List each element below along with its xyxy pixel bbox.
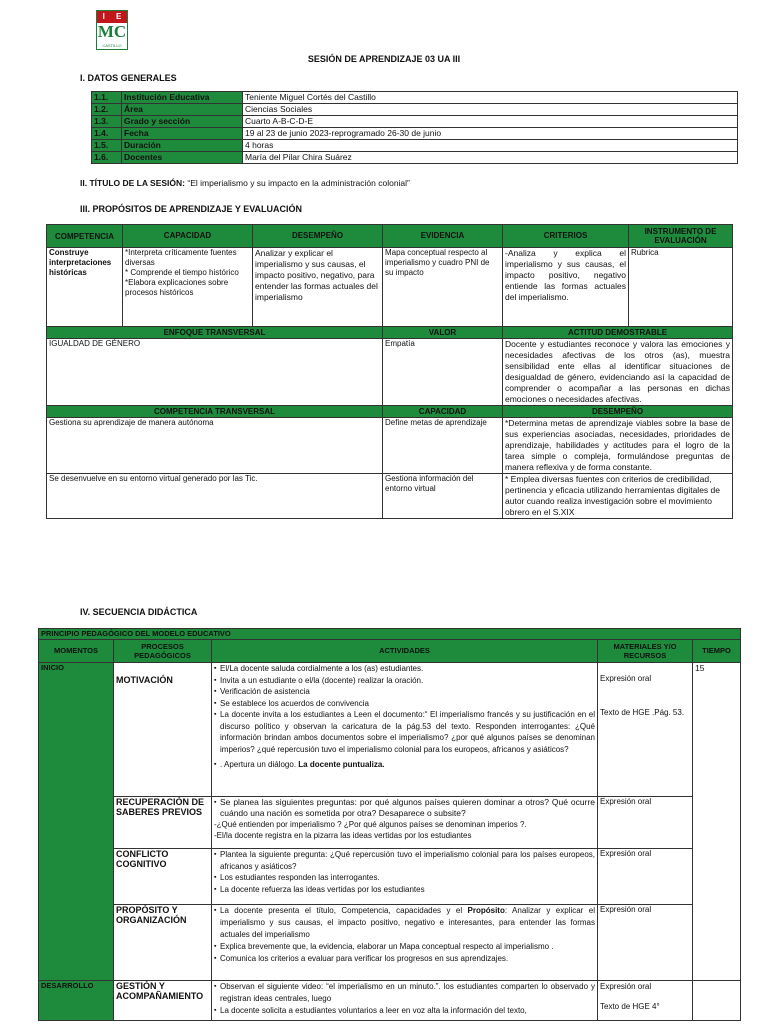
activity-line: -El/la docente registra en la pizarra las ideas vertidas por los estudiantes (214, 831, 472, 840)
transversal-desempeno-1: *Determina metas de aprendizaje viables sobre la base de sus experiencias asociadas, necesidades, prioridades de aprendizaje, habilidades y actitudes para el logro de la tarea simple o compleja, formulándose preguntas de manera reflexiva y de forma constante. (503, 418, 733, 474)
general-data-number: 1.4. (92, 128, 122, 140)
activity-item: ▪ Comunica los criterios a evaluar para verificar los progresos en sus aprendizajes. (214, 953, 595, 965)
activity-item: ▪ Explica brevemente que, la evidencia, elaborar un Mapa conceptual respecto al imperialismo . (214, 941, 595, 953)
general-data-row (92, 116, 738, 128)
general-data-row (92, 140, 738, 152)
transversal-competencia-2: Se desenvuelve en su entorno virtual generado por las Tic. (47, 474, 383, 519)
activity-item: ▪ Se establece los acuerdos de convivencia (214, 698, 595, 710)
general-data-value: Teniente Miguel Cortés del Castillo (243, 92, 738, 104)
general-data-row (92, 128, 738, 140)
general-data-number: 1.6. (92, 152, 122, 164)
activity-line: -¿Qué entienden por imperialismo ? ¿Por qué algunos países se denominan imperios ?. (214, 820, 527, 829)
activity-item: ▪ El/La docente saluda cordialmente a los (as) estudiantes. (214, 663, 595, 675)
header-procesos: PROCESOS PEDAGÓGICOS (114, 640, 212, 663)
materiales-proposito: Expresión oral (598, 905, 693, 981)
tiempo-inicio: 15 (693, 663, 741, 981)
competencia-cell: Construye interpretaciones históricas (47, 248, 123, 327)
capacidad-line: * Comprende el tiempo histórico (125, 268, 239, 277)
actividades-recuperacion (212, 797, 598, 849)
header-actitud: ACTITUD DEMOSTRABLE (503, 327, 733, 339)
header-desempeno: DESEMPEÑO (253, 225, 383, 248)
evidencia-cell: Mapa conceptual respecto al imperialismo y cuadro PNI de su impacto (383, 248, 503, 327)
material-item: Expresión oral (600, 674, 652, 683)
logo-letter-left: I (102, 12, 105, 21)
desempeno-cell: Analizar y explicar el imperialismo y sus causas, el impacto positivo, negativo, para entender las formas actuales del imperialismo (253, 248, 383, 327)
proceso-gestion: GESTIÓN Y ACOMPAÑAMIENTO (114, 981, 212, 1021)
activity-text: . Apertura un diálogo. (220, 760, 297, 769)
header-instrumento: INSTRUMENTO DE EVALUACIÓN (629, 225, 733, 248)
instrumento-cell: Rubrica (629, 248, 733, 327)
session-title: “El imperialismo y su impacto en la administración colonial” (187, 178, 410, 188)
principle-header: PRINCIPIO PEDAGÓGICO DEL MODELO EDUCATIVO (39, 629, 741, 640)
materiales-conflicto: Expresión oral (598, 849, 693, 905)
activity-item: ▪ Los estudiantes responden las interrogantes. (214, 872, 595, 884)
header-enfoque: ENFOQUE TRANSVERSAL (47, 327, 383, 339)
proceso-recuperacion: RECUPERACIÓN DE SABERES PREVIOS (114, 797, 212, 849)
logo-letters: MC (97, 22, 127, 41)
session-title-line (80, 178, 410, 188)
activity-item: ▪ Invita a un estudiante o el/la (docente) realizar la oración. (214, 675, 595, 687)
valor-cell: Empatía (383, 339, 503, 406)
enfoque-cell: IGUALDAD DE GÉNERO (47, 339, 383, 406)
purposes-table (46, 224, 733, 519)
capacidad-line: *Elabora explicaciones sobre procesos históricos (125, 278, 229, 297)
activity-text-bold: Propósito (467, 906, 505, 915)
general-data-value: Cuarto A-B-C-D-E (243, 116, 738, 128)
activity-item: ▪ Se planea las siguientes preguntas: por qué algunos países quieren dominar a otros? Qué ocurre cuándo una nación es sometida por otra? Desaparece o subsite? (214, 797, 595, 819)
header-competencia: COMPETENCIA (47, 225, 123, 248)
general-data-row (92, 92, 738, 104)
general-data-value: 4 horas (243, 140, 738, 152)
section-4-heading: IV. SECUENCIA DIDÁCTICA (80, 607, 198, 617)
general-data-number: 1.1. (92, 92, 122, 104)
activity-item: ▪ La docente refuerza las ideas vertidas por los estudiantes (214, 884, 595, 896)
header-capacidad: CAPACIDAD (123, 225, 253, 248)
general-data-number: 1.2. (92, 104, 122, 116)
criterios-cell: -Analiza y explica el imperialismo y sus causas, el impacto positivo, negativo entiende las formas actuales del imperialismo. (503, 248, 629, 327)
general-data-label: Fecha (122, 128, 243, 140)
section-1-heading: I. DATOS GENERALES (80, 73, 177, 83)
general-data-label: Docentes (122, 152, 243, 164)
general-data-value: María del Pilar Chira Suárez (243, 152, 738, 164)
general-data-value: 19 al 23 de junio 2023-reprogramado 26-30 de junio (243, 128, 738, 140)
document-title: SESIÓN DE APRENDIZAJE 03 UA III (307, 54, 461, 64)
header-momentos: MOMENTOS (39, 640, 114, 663)
transversal-competencia-1: Gestiona su aprendizaje de manera autónoma (47, 418, 383, 474)
transversal-capacidad-2: Gestiona información del entorno virtual (383, 474, 503, 519)
materiales-gestion (598, 981, 693, 1021)
transversal-capacidad-1: Define metas de aprendizaje (383, 418, 503, 474)
general-data-label: Grado y sección (122, 116, 243, 128)
section-2-heading: II. TÍTULO DE LA SESIÓN: (80, 178, 185, 188)
momento-desarrollo: DESARROLLO (39, 981, 114, 1021)
logo-letter-right: E (116, 12, 122, 21)
transversal-desempeno-2: * Emplea diversas fuentes con criterios de credibilidad, pertinencia y eficacia utilizando herramientas digitales de autor cuando realiza investigación sobre el movimiento obrero en el S.XIX (503, 474, 733, 519)
actividades-motivacion (212, 663, 598, 797)
tiempo-desarrollo (693, 981, 741, 1021)
actividades-proposito (212, 905, 598, 981)
activity-item: ▪ La docente invita a los estudiantes a Leen el documento:“ El imperialismo francés y su justificación en el discurso político y observan la caricatura de la pág.53 del texto. Responden interrogantes: ¿Qué información brindan ambos documentos sobre el imperialismo? ¿por qué algunos países se denominan imperios? ¿qué repercusión tuvo el imperialismo colonial para los europeos, africanos y asiáticos? (214, 709, 595, 755)
proceso-motivacion: MOTIVACIÓN (114, 663, 212, 797)
general-data-row (92, 104, 738, 116)
activity-text-bold: La docente puntualiza. (298, 760, 385, 769)
didactic-sequence-table (38, 628, 741, 1021)
header-criterios: CRITERIOS (503, 225, 629, 248)
activity-item: ▪ Observan el siguiente video: “el imperialismo en un minuto.”. los estudiantes comparten lo observado y registran ideas centrales, luego (214, 981, 595, 1005)
header-desempeno-transversal: DESEMPEÑO (503, 406, 733, 418)
activity-text: La docente presenta el título, Competencia, capacidades y el (220, 906, 463, 915)
logo-subtitle: CASTILLO (102, 43, 122, 48)
general-data-number: 1.5. (92, 140, 122, 152)
activity-item (214, 759, 595, 771)
capacidad-line: *Interpreta críticamente fuentes diversas (125, 248, 237, 267)
general-data-table (91, 91, 738, 164)
section-3-heading: III. PROPÓSITOS DE APRENDIZAJE Y EVALUACIÓN (80, 204, 303, 214)
school-logo (96, 10, 128, 50)
actitud-cell: Docente y estudiantes reconoce y valora las emociones y necesidades afectivas de los otros (as), muestra sensibilidad ente ellas al identificar situaciones de desigualdad de género, evidenciando así la capacidad de comprender o acompañar a las personas en dichas emociones o necesidades afectivas. (503, 339, 733, 406)
material-item: Texto de HGE 4° (600, 1002, 660, 1011)
header-tiempo: TIEMPO (693, 640, 741, 663)
actividades-conflicto (212, 849, 598, 905)
general-data-row (92, 152, 738, 164)
materiales-recuperacion: Expresión oral (598, 797, 693, 849)
activity-item: ▪ Verificación de asistencia (214, 686, 595, 698)
material-item: Expresión oral (600, 982, 652, 991)
proceso-conflicto: CONFLICTO COGNITIVO (114, 849, 212, 905)
activity-text: : Analizar y explicar el imperialismo y sus causas, el impacto positivo, negativo e interesantes, para entender las formas actuales del imperialismo (220, 906, 595, 939)
header-actividades: ACTIVIDADES (212, 640, 598, 663)
general-data-label: Institución Educativa (122, 92, 243, 104)
header-evidencia: EVIDENCIA (383, 225, 503, 248)
header-capacidad-transversal: CAPACIDAD (383, 406, 503, 418)
materiales-motivacion (598, 663, 693, 797)
header-materiales: MATERIALES Y/O RECURSOS (598, 640, 693, 663)
activity-item: ▪ La docente solicita a estudiantes voluntarios a leer en voz alta la información del texto, (214, 1005, 595, 1017)
general-data-label: Área (122, 104, 243, 116)
general-data-number: 1.3. (92, 116, 122, 128)
activity-item: ▪ Plantea la siguiente pregunta: ¿Qué repercusión tuvo el imperialismo colonial para los países europeos, africanos y asiáticos? (214, 849, 595, 872)
general-data-value: Ciencias Sociales (243, 104, 738, 116)
header-competencia-transversal: COMPETENCIA TRANSVERSAL (47, 406, 383, 418)
activity-item (214, 905, 595, 941)
actividades-gestion (212, 981, 598, 1021)
material-item: Texto de HGE .Pág. 53. (600, 708, 685, 717)
momento-inicio: INICIO (39, 663, 114, 981)
proceso-proposito: PROPÓSITO Y ORGANIZACIÓN (114, 905, 212, 981)
header-valor: VALOR (383, 327, 503, 339)
general-data-label: Duración (122, 140, 243, 152)
capacidad-cell (123, 248, 253, 327)
